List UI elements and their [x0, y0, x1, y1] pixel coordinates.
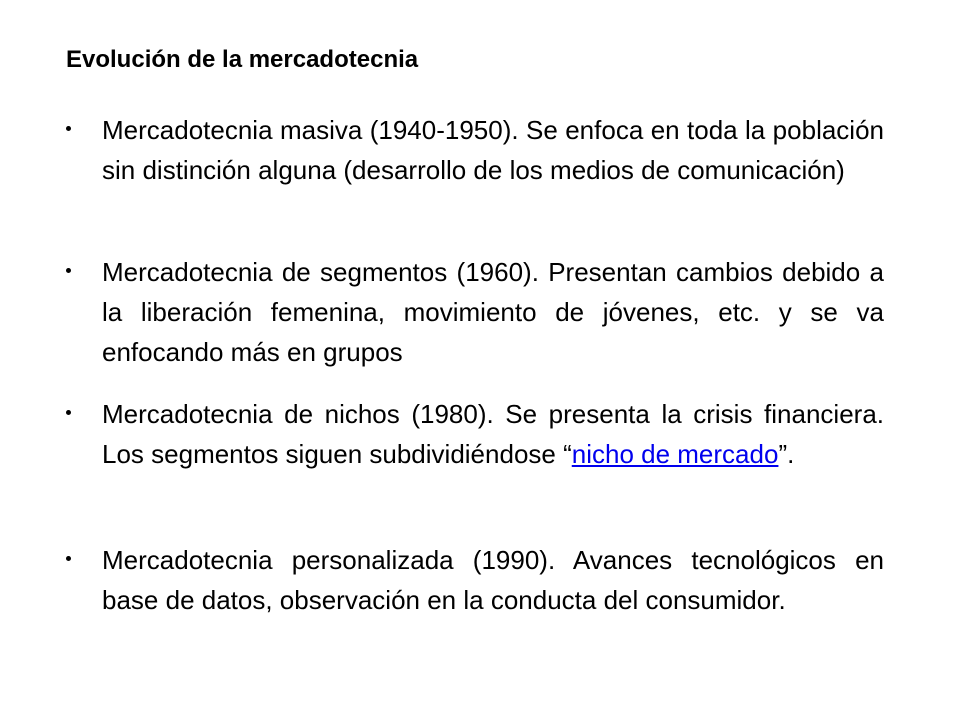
bullet-item-segment-marketing: [66, 252, 884, 372]
bullet-dot-icon: [66, 126, 71, 131]
bullet-text: Mercadotecnia masiva (1940-1950). Se enfoca en toda la población sin distinción alguna (desarrollo de los medios de comunicación): [102, 115, 884, 185]
bullet-dot-icon: [66, 410, 71, 415]
slide-title: Evolución de la mercadotecnia: [66, 46, 419, 73]
bullet-text-after-link: ”.: [778, 439, 795, 469]
bullet-item-niche-marketing: [66, 394, 884, 474]
niche-market-link[interactable]: nicho de mercado: [571, 439, 779, 469]
bullet-item-personalized-marketing: [66, 540, 884, 620]
bullet-dot-icon: [66, 268, 71, 273]
bullet-text: Mercadotecnia de segmentos (1960). Presentan cambios debido a la liberación femenina, movimiento de jóvenes, etc. y se va enfocando más en grupos: [102, 257, 884, 367]
bullet-dot-icon: [66, 556, 71, 561]
bullet-text: [102, 394, 884, 474]
bullet-text-before-link: Mercadotecnia de nichos (1980). Se presenta la crisis financiera. Los segmentos siguen subdividiéndose “: [102, 399, 884, 469]
bullet-text: Mercadotecnia personalizada (1990). Avances tecnológicos en base de datos, observación en la conducta del consumidor.: [102, 545, 884, 615]
bullet-item-mass-marketing: [66, 110, 884, 190]
